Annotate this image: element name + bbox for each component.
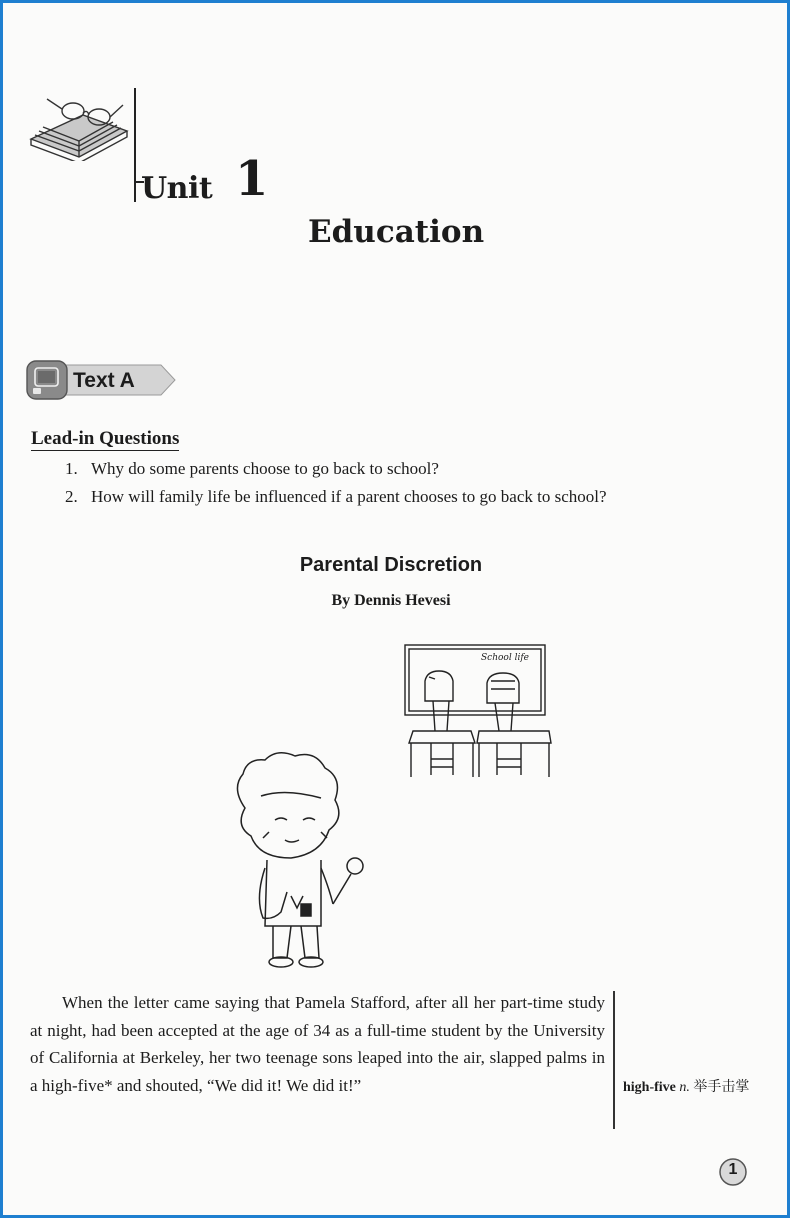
article-paragraph [30,989,605,1099]
unit-rule [134,88,136,202]
glossary-headword: high-five [623,1080,676,1095]
glossary-entry [623,1076,763,1100]
boy-illustration [225,748,365,970]
lead-in-heading: Lead-in Questions [31,428,180,449]
unit-label: Unit [141,171,213,206]
article-title: Parental Discretion [299,554,483,576]
book-glasses-icon [27,91,131,161]
lead-in-question [65,459,439,479]
question-number: 2. [65,487,78,506]
question-number: 1. [65,459,78,478]
margin-rule [613,991,615,1129]
paragraph-text: When the letter came saying that Pamela Stafford, after all her part-time study at night, had been accepted at the age of 34 as a full-time student by the University of California at Berkeley, her two teenage sons leaped into the air, slapped palms in a high-five* and shouted, “We did it! We did it!” [30,993,605,1095]
page-number: 1 [728,1161,738,1178]
question-text: Why do some parents choose to go back to school? [91,459,439,478]
blackboard-sign: School life [481,653,529,663]
unit-title: Education [308,214,485,250]
classroom-illustration [403,643,553,783]
glossary-meaning: 举手击掌 [693,1080,750,1095]
unit-number: 1 [235,151,269,207]
article-author: By Dennis Hevesi [331,592,451,609]
question-text: How will family life be influenced if a parent chooses to go back to school? [91,487,607,506]
section-label: Text A [73,369,135,392]
lead-in-question [65,487,607,507]
glossary-pos: n. [679,1080,690,1095]
